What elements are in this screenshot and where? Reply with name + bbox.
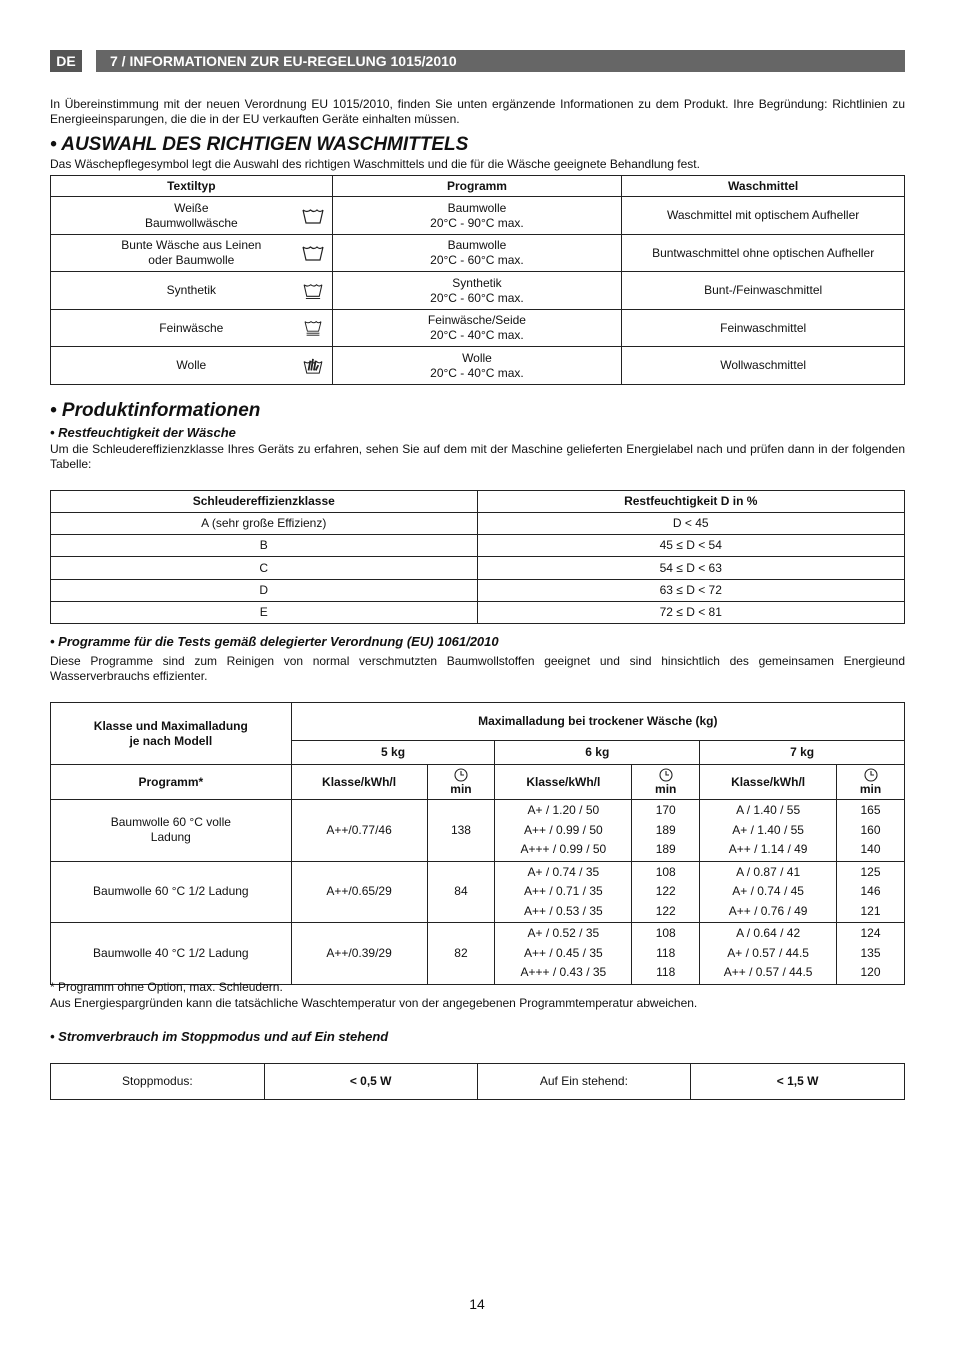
power-table [50,1063,905,1100]
kwh-header: Klasse/kWh/l [291,765,427,800]
program-line: Wolle [462,350,492,365]
kwh-5kg-cell: A++/0.39/29 [291,923,427,985]
table-header-row [51,765,905,800]
load-6kg-header: 6 kg [495,741,700,765]
value-line: A+ / 1.40 / 55 [732,822,804,837]
value-line: 170 [655,803,676,817]
kwh-7kg-cell [700,800,837,862]
table-row [51,197,905,235]
program-name-line: Baumwolle 60 °C volle [110,815,231,830]
value-line: A++ / 0.71 / 35 [523,884,603,898]
intro-text: In Übereinstimmung mit der neuen Verordnung EU 1015/2010, finden Sie unten ergänzende Informationen zu dem Produkt. Ihre Begründung: Richtlinien zu Energieeinsparungen, die die in der EU verkauften Geräte einhalten müssen. [50,97,905,126]
value-line: 118 [656,965,676,979]
table-header-row [51,176,905,197]
header-line: je nach Modell [129,733,213,748]
program-cell [332,235,622,272]
value-line: 108 [655,864,676,879]
value-line: 108 [655,926,676,940]
kwh-6kg-cell [495,861,632,923]
table-header-row [51,491,905,513]
clock-icon [454,768,468,782]
load-7kg-header: 7 kg [700,741,905,765]
table-row [51,235,905,272]
min-7kg-cell [837,800,905,862]
kwh-7kg-cell [700,861,837,923]
value-line: 124 [860,926,881,940]
detergent-heading: • AUSWAHL DES RICHTIGEN WASCHMITTELS [50,134,469,155]
tub-hand-icon [302,358,324,374]
moisture-cell: D < 45 [477,513,904,535]
program-cell [332,272,622,310]
program-line: 20°C - 40°C max. [430,365,524,380]
clock-icon [659,768,673,782]
moisture-cell: 54 ≤ D < 63 [477,557,904,580]
textile-line: Feinwäsche [159,320,224,335]
residual-moisture-description: Um die Schleudereffizienzklasse Ihres Geräts zu erfahren, sehen Sie auf dem mit der Maschine gelieferten Energielabel nach und prüfen dann in der folgenden Tabelle: [50,442,905,471]
moisture-cell: 72 ≤ D < 81 [477,602,904,624]
table-row [51,513,905,535]
stop-mode-value: < 0,5 W [264,1064,477,1100]
value-line: A++ / 0.45 / 35 [523,945,603,960]
program-name-cell [51,800,292,862]
detergent-cell: Waschmittel mit optischem Aufheller [622,197,905,235]
min-6kg-cell [632,923,700,985]
test-programs-description: Diese Programme sind zum Reinigen von normal verschmutzten Baumwollstoffen geeignet und sind hinsichtlich des gemeinsamen Energieund Wasserverbrauchs effizienter. [50,654,905,683]
test-programs-heading: • Programme für die Tests gemäß delegierter Verordnung (EU) 1061/2010 [50,634,499,649]
textile-cell [51,272,333,310]
detergent-cell: Wollwaschmittel [622,347,905,385]
textile-line: Baumwollwäsche [144,215,238,230]
min-5kg-cell: 82 [427,923,495,985]
column-header: Waschmittel [622,176,905,197]
detergent-cell: Bunt-/Feinwaschmittel [622,272,905,310]
column-header: Restfeuchtigkeit D in % [477,491,904,513]
value-line: 122 [655,884,676,898]
value-line: A++ / 0.99 / 50 [523,822,603,837]
textile-line: Bunte Wäsche aus Leinen [121,238,262,252]
value-line: 118 [656,945,676,960]
program-line: Baumwolle [447,238,507,252]
duration-header [632,765,700,800]
standby-on-value: < 1,5 W [691,1064,905,1100]
program-line: 20°C - 40°C max. [430,328,524,342]
program-line: Baumwolle [447,200,507,215]
footnote-program: * Programm ohne Option, max. Schleudern. [50,980,283,994]
detergent-cell: Feinwaschmittel [622,310,905,347]
kwh-5kg-cell: A++/0.77/46 [291,800,427,862]
value-line: A+ / 0.74 / 45 [732,884,804,898]
class-max-load-header [51,703,292,765]
test-programs-table [50,702,905,985]
value-line: A++ / 0.76 / 49 [728,903,808,918]
min-7kg-cell [837,923,905,985]
table-row [51,557,905,580]
min-label: min [655,781,677,796]
value-line: A / 1.40 / 55 [736,803,801,817]
moisture-cell: 63 ≤ D < 72 [477,580,904,602]
spin-class-cell: A (sehr große Effizienz) [51,513,478,535]
program-cell [332,310,622,347]
min-6kg-cell [632,861,700,923]
spin-class-cell: D [51,580,478,602]
value-line: A++ / 1.14 / 49 [728,842,808,856]
value-line: 120 [860,965,881,979]
table-row [51,580,905,602]
load-5kg-header: 5 kg [291,741,495,765]
language-badge: DE [50,50,82,72]
value-line: 189 [655,842,676,856]
section-title-bar: 7 / INFORMATIONEN ZUR EU-REGELUNG 1015/2010 [96,50,905,72]
kwh-header: Klasse/kWh/l [700,765,837,800]
tub-icon [302,208,324,224]
value-line: 140 [860,842,881,856]
program-line: 20°C - 60°C max. [430,253,524,267]
column-header: Schleudereffizienzklasse [51,491,478,513]
program-line: 20°C - 90°C max. [430,215,524,230]
column-header: Textiltyp [51,176,333,197]
value-line: A+ / 0.57 / 44.5 [727,945,809,960]
min-7kg-cell [837,861,905,923]
kwh-5kg-cell: A++/0.65/29 [291,861,427,923]
textile-cell [51,310,333,347]
value-line: 165 [860,803,881,817]
table-row [51,1064,905,1100]
kwh-header: Klasse/kWh/l [495,765,632,800]
table-row [51,800,905,862]
duration-header [427,765,495,800]
textile-line: oder Baumwolle [148,253,235,267]
program-cell [332,347,622,385]
value-line: 189 [655,822,676,837]
min-6kg-cell [632,800,700,862]
min-label: min [450,781,472,796]
header-line: Klasse und Maximalladung [93,718,248,733]
table-row [51,602,905,624]
spin-class-cell: B [51,535,478,557]
value-line: A+++ / 0.99 / 50 [520,842,607,856]
table-row [51,347,905,385]
program-line: Synthetik [452,275,502,290]
spin-class-cell: C [51,557,478,580]
tub-icon [302,245,324,261]
program-name-cell: Baumwolle 40 °C 1/2 Ladung [51,923,292,985]
table-row [51,923,905,985]
duration-header [837,765,905,800]
value-line: 122 [655,903,676,918]
textile-cell [51,235,333,272]
table-row [51,535,905,557]
value-line: A / 0.87 / 41 [736,864,801,879]
clock-icon [864,768,878,782]
value-line: A+ / 0.52 / 35 [527,926,600,940]
kwh-6kg-cell [495,923,632,985]
value-line: A+ / 0.74 / 35 [527,864,600,879]
textile-line: Wolle [176,358,207,372]
program-line: 20°C - 60°C max. [430,290,524,305]
textile-line: Synthetik [166,283,216,297]
page-number: 14 [469,1296,485,1312]
value-line: A+ / 1.20 / 50 [527,803,600,817]
program-name-cell: Baumwolle 60 °C 1/2 Ladung [51,861,292,923]
textile-line: Weiße [174,200,209,215]
program-cell [332,197,622,235]
value-line: 146 [860,884,881,898]
value-line: 135 [860,945,881,960]
program-name-line: Ladung [150,830,191,845]
value-line: 121 [860,903,881,918]
program-line: Feinwäsche/Seide [427,313,526,327]
column-header: Programm [332,176,622,197]
program-header: Programm* [51,765,292,800]
min-5kg-cell: 138 [427,800,495,862]
power-consumption-heading: • Stromverbrauch im Stoppmodus und auf Ein stehend [50,1029,389,1044]
min-label: min [859,781,882,796]
moisture-cell: 45 ≤ D < 54 [477,535,904,557]
detergent-cell: Buntwaschmittel ohne optischen Aufheller [622,235,905,272]
standby-on-label: Auf Ein stehend: [477,1064,691,1100]
value-line: 160 [860,822,881,837]
value-line: 125 [860,864,881,879]
stop-mode-label: Stoppmodus: [51,1064,265,1100]
residual-moisture-heading: • Restfeuchtigkeit der Wäsche [50,425,236,440]
footnote-temperature: Aus Energiespargründen kann die tatsächliche Waschtemperatur von der angegebenen Programmtemperatur abweichen. [50,996,698,1010]
spin-efficiency-table [50,490,905,624]
max-load-header: Maximalladung bei trockener Wäsche (kg) [291,703,904,741]
table-header-row [51,703,905,741]
table-row [51,310,905,347]
table-row [51,272,905,310]
product-info-heading: • Produktinformationen [50,400,261,421]
table-row [51,861,905,923]
section-header [50,50,905,72]
value-line: A++ / 0.53 / 35 [523,903,603,918]
textile-cell [51,197,333,235]
textile-cell [51,347,333,385]
kwh-6kg-cell [495,800,632,862]
tub-double-line-icon [302,320,324,336]
value-line: A++ / 0.57 / 44.5 [723,965,813,979]
value-line: A / 0.64 / 42 [736,926,801,940]
kwh-7kg-cell [700,923,837,985]
value-line: A+++ / 0.43 / 35 [520,965,607,979]
spin-class-cell: E [51,602,478,624]
detergent-description: Das Wäschepflegesymbol legt die Auswahl des richtigen Waschmittels und die für die Wäsche geeignete Behandlung fest. [50,157,700,171]
tub-single-line-icon [302,283,324,299]
min-5kg-cell: 84 [427,861,495,923]
detergent-table [50,175,905,385]
